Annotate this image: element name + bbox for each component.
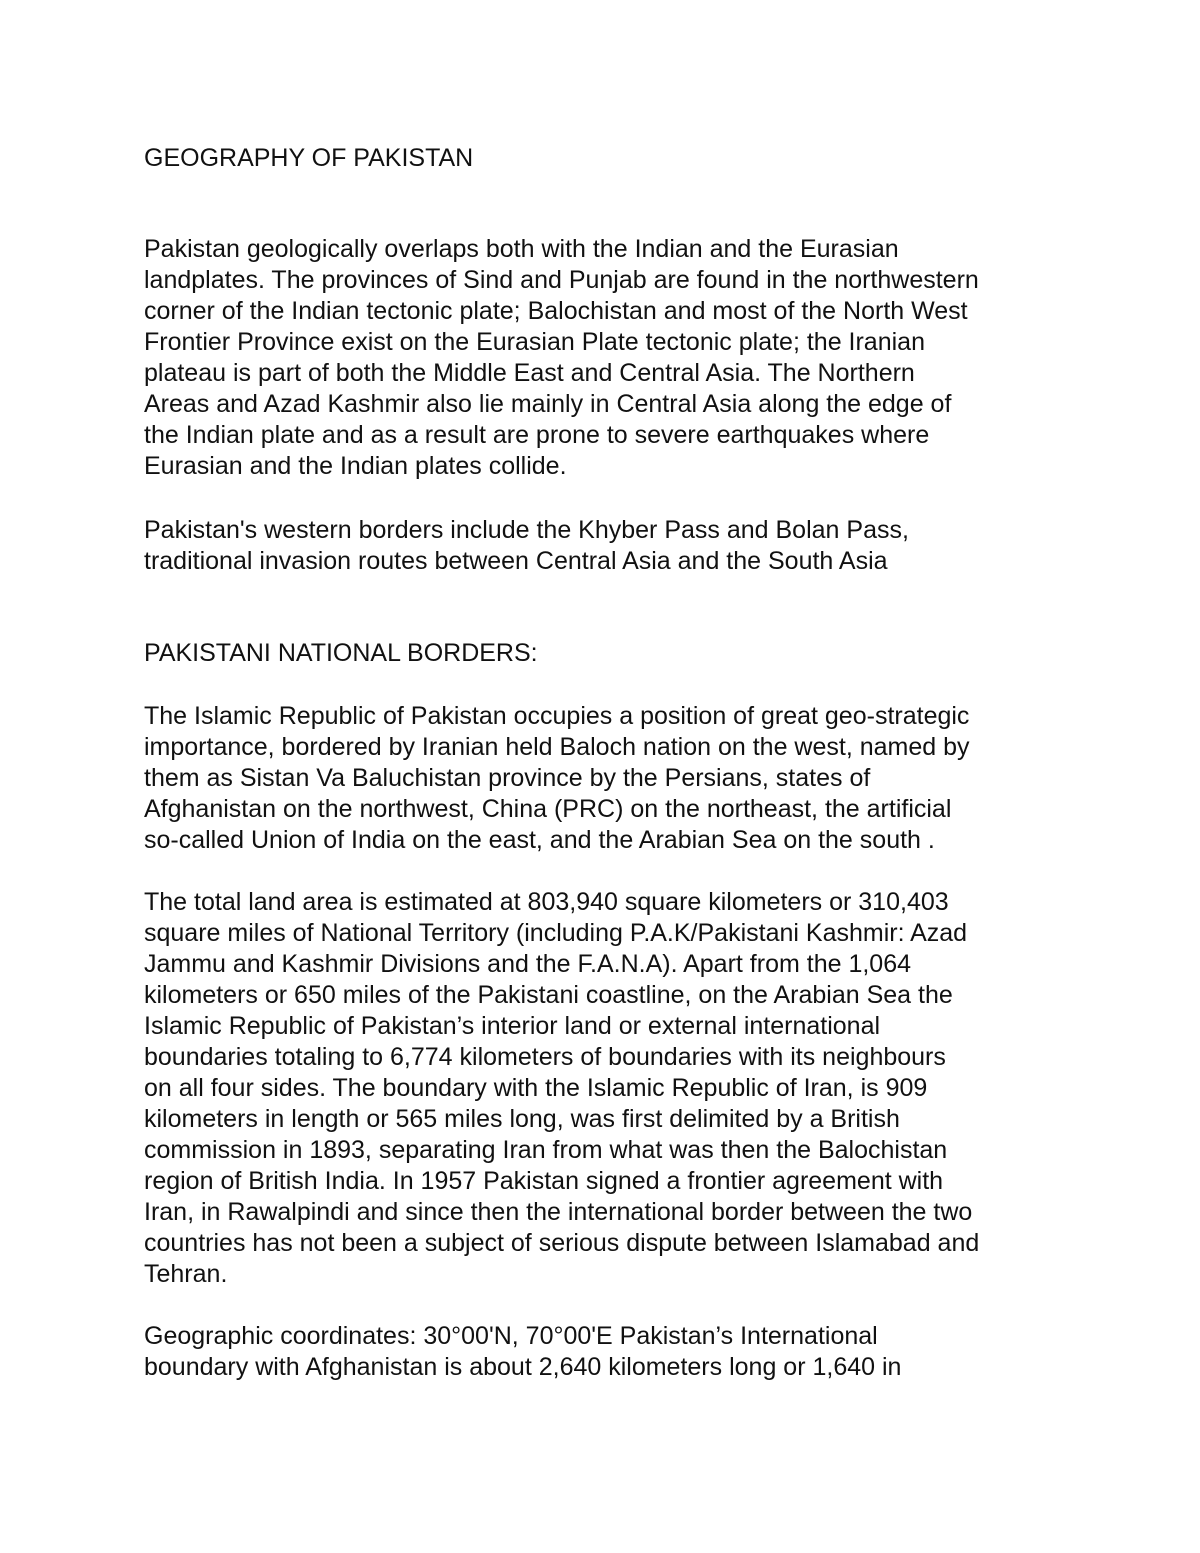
document-title — [144, 143, 1064, 174]
text-line: The Islamic Republic of Pakistan occupies a position of great geo-strategic — [144, 702, 970, 730]
text-line: importance, bordered by Iranian held Baloch nation on the west, named by — [144, 733, 970, 761]
text-line: so-called Union of India on the east, and the Arabian Sea on the south . — [144, 826, 935, 854]
text-line: them as Sistan Va Baluchistan province by the Persians, states of — [144, 764, 871, 792]
text-line: plateau is part of both the Middle East and Central Asia. The Northern — [144, 359, 915, 387]
text-line: boundaries totaling to 6,774 kilometers of boundaries with its neighbours — [144, 1043, 946, 1071]
text-line: traditional invasion routes between Central Asia and the South Asia — [144, 547, 888, 575]
text-line: Iran, in Rawalpindi and since then the international border between the two — [144, 1198, 973, 1226]
section-heading-borders — [144, 638, 1064, 669]
text-line: commission in 1893, separating Iran from what was then the Balochistan — [144, 1136, 948, 1164]
text-line: Eurasian and the Indian plates collide. — [144, 452, 567, 480]
text-line: on all four sides. The boundary with the Islamic Republic of Iran, is 909 — [144, 1074, 928, 1102]
text-line: Pakistan's western borders include the Khyber Pass and Bolan Pass, — [144, 516, 909, 544]
paragraph-western-borders — [144, 515, 1064, 577]
text-line: Areas and Azad Kashmir also lie mainly in Central Asia along the edge of — [144, 390, 952, 418]
text-line: boundary with Afghanistan is about 2,640 kilometers long or 1,640 in — [144, 1353, 902, 1381]
paragraph-strategic-position — [144, 701, 1064, 856]
text-line: region of British India. In 1957 Pakistan signed a frontier agreement with — [144, 1167, 944, 1195]
text-line: Pakistan geologically overlaps both with the Indian and the Eurasian — [144, 235, 899, 263]
text-line: Jammu and Kashmir Divisions and the F.A.N.A). Apart from the 1,064 — [144, 950, 912, 978]
text-line: Islamic Republic of Pakistan’s interior land or external international — [144, 1012, 881, 1040]
text-line: Afghanistan on the northwest, China (PRC) on the northeast, the artificial — [144, 795, 952, 823]
text-line: countries has not been a subject of serious dispute between Islamabad and — [144, 1229, 980, 1257]
text-line: kilometers in length or 565 miles long, was first delimited by a British — [144, 1105, 900, 1133]
heading-text: PAKISTANI NATIONAL BORDERS: — [144, 639, 538, 667]
text-line: Geographic coordinates: 30°00'N, 70°00'E Pakistan’s International — [144, 1322, 878, 1350]
text-line: corner of the Indian tectonic plate; Balochistan and most of the North West — [144, 297, 968, 325]
text-line: landplates. The provinces of Sind and Punjab are found in the northwestern — [144, 266, 979, 294]
paragraph-coordinates — [144, 1321, 1064, 1383]
paragraph-land-area — [144, 887, 1064, 1290]
paragraph-geology — [144, 234, 1064, 482]
text-line: kilometers or 650 miles of the Pakistani coastline, on the Arabian Sea the — [144, 981, 953, 1009]
text-line: Tehran. — [144, 1260, 228, 1288]
text-line: The total land area is estimated at 803,940 square kilometers or 310,403 — [144, 888, 949, 916]
text-line: the Indian plate and as a result are prone to severe earthquakes where — [144, 421, 930, 449]
text-line: Frontier Province exist on the Eurasian Plate tectonic plate; the Iranian — [144, 328, 925, 356]
text-line: square miles of National Territory (including P.A.K/Pakistani Kashmir: Azad — [144, 919, 968, 947]
title-text: GEOGRAPHY OF PAKISTAN — [144, 144, 474, 172]
